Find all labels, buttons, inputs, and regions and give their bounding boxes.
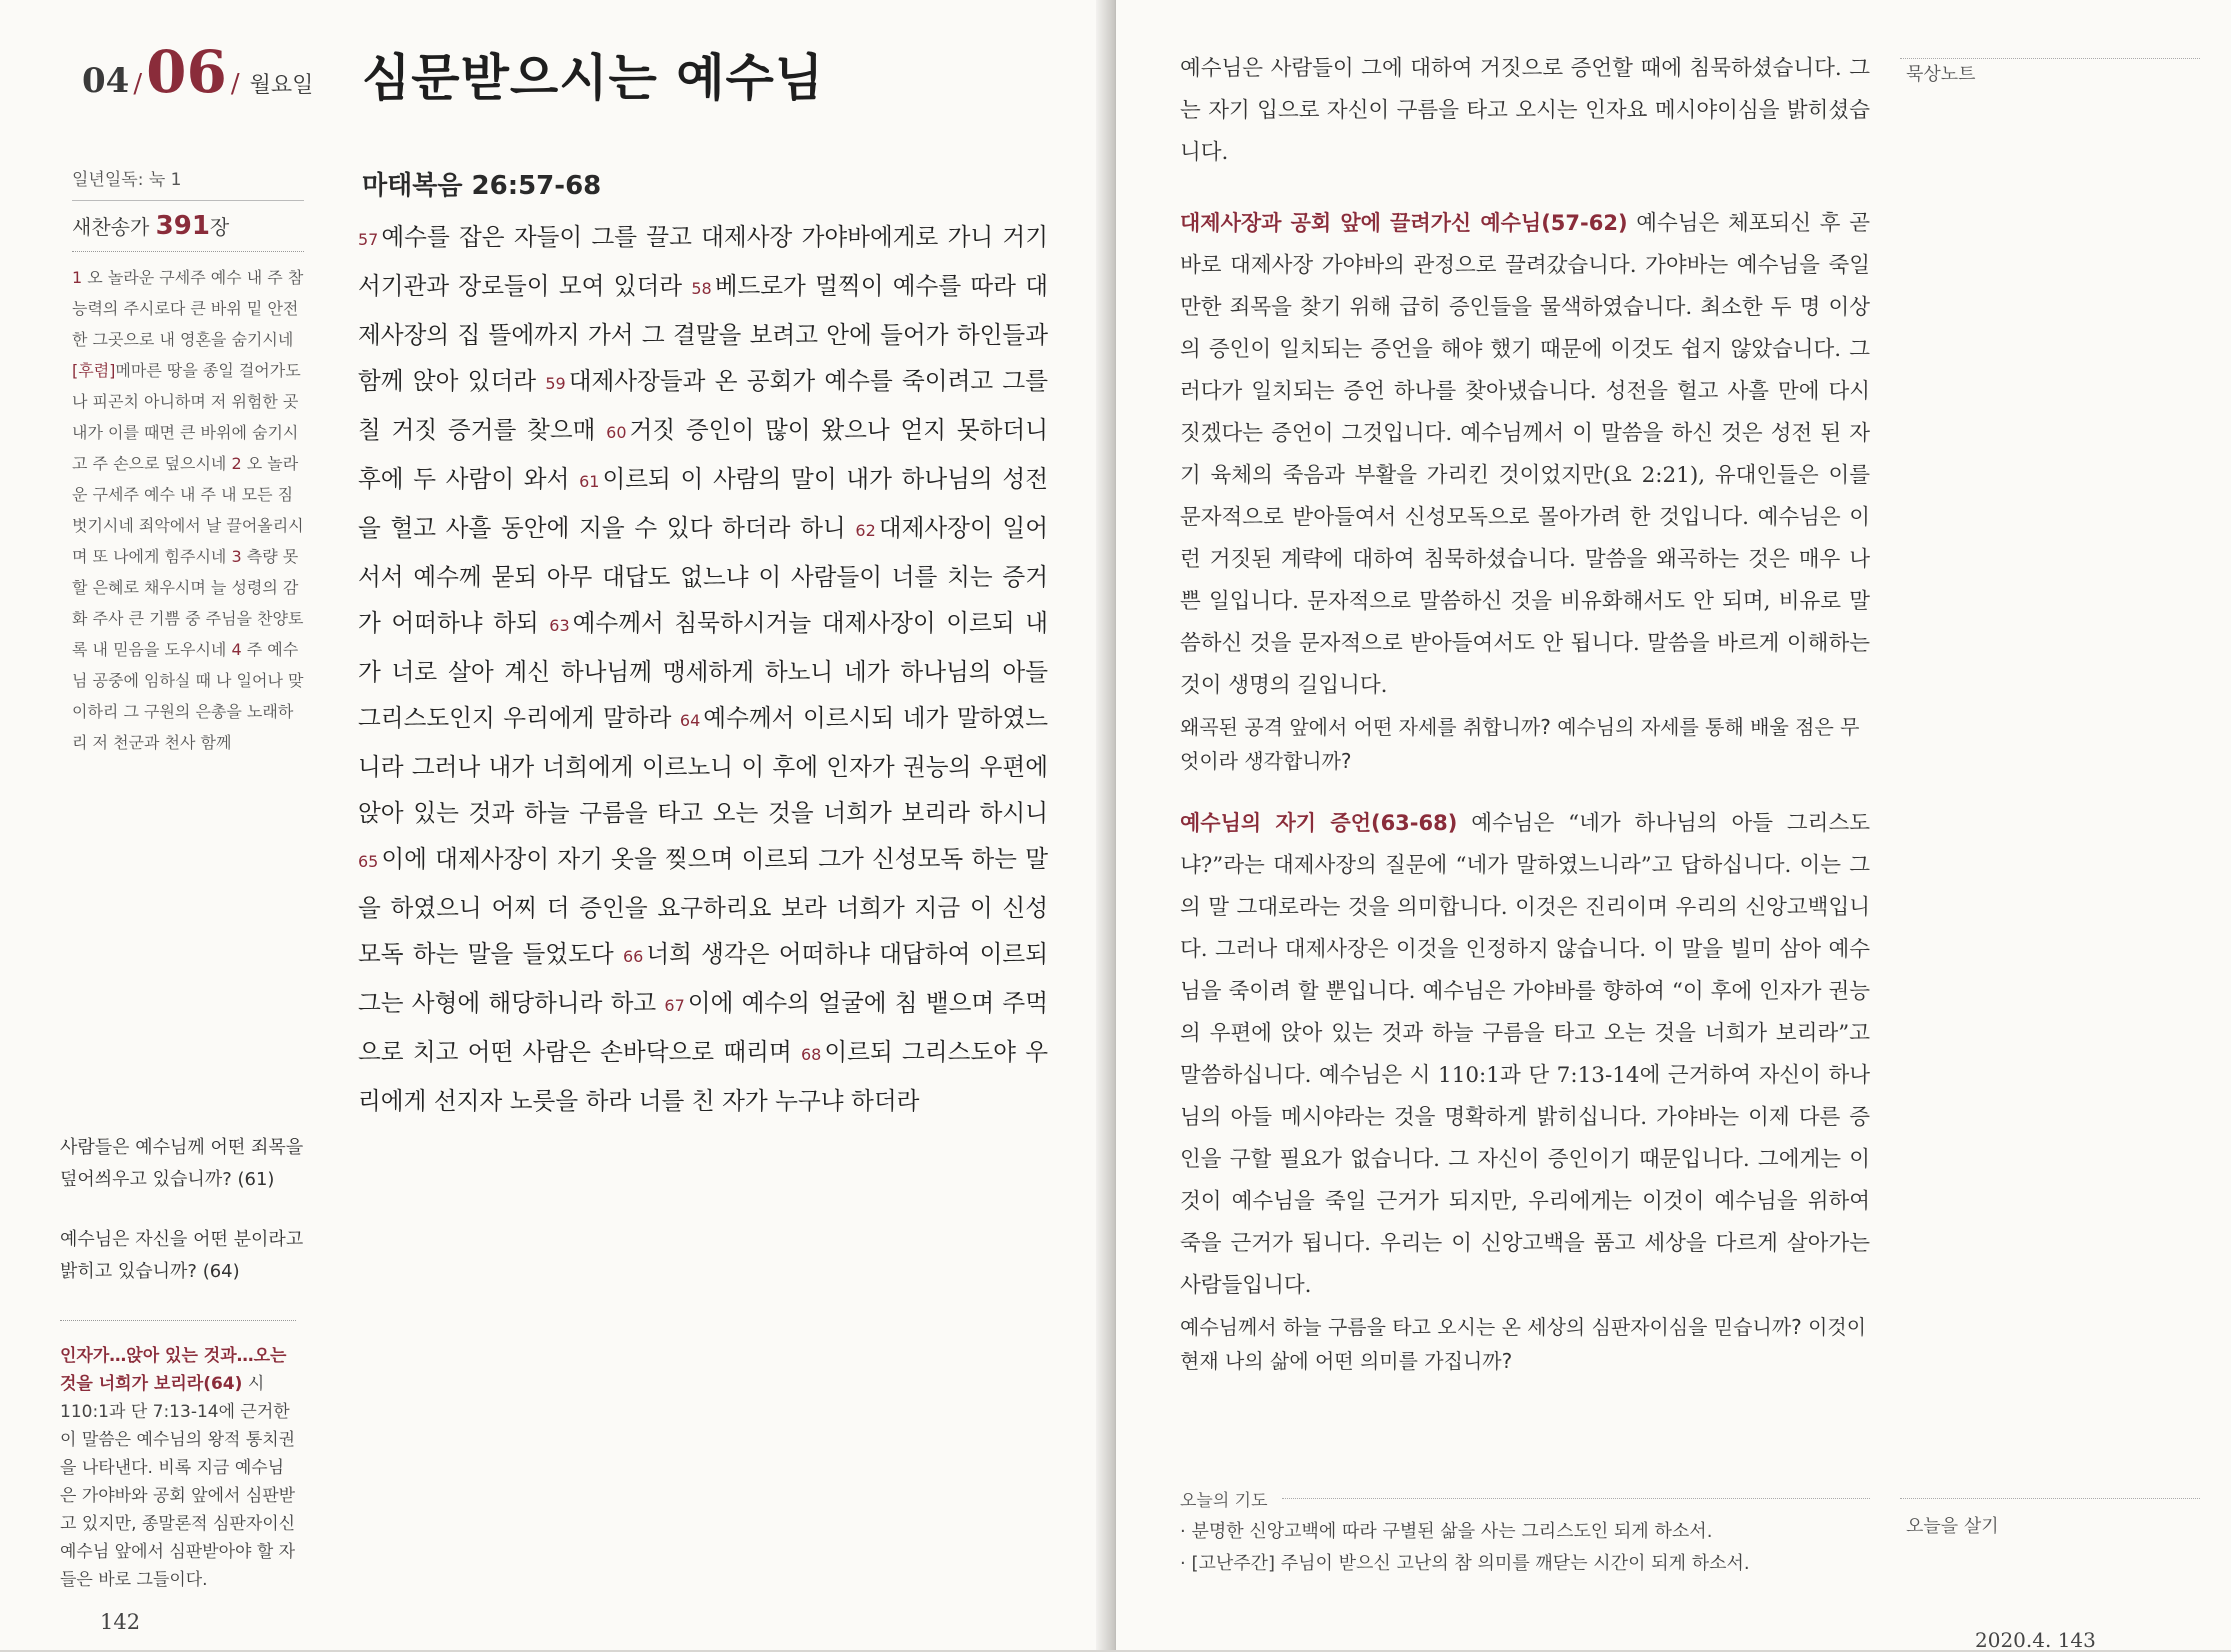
verse-text: 이에 대제사장이 자기 옷을 찢으며 이르되 그가 신성모독 하는 말을 하였으니 어찌 더 증인을 요구하리요 보라 너희가 지금 이 신성모독 하는 말을 들었도다 <box>358 845 1048 968</box>
verse-text: 너희 생각은 어떠하냐 대답하여 이르되 그는 사형에 해당하니라 하고 <box>358 940 1048 1017</box>
verse-number: 67 <box>664 996 685 1015</box>
scripture-reference: 마태복음 26:57-68 <box>362 171 602 201</box>
verse-text: 대제사장들과 온 공회가 예수를 죽이려고 그를 칠 거짓 증거를 찾으매 <box>358 367 1049 444</box>
side-note <box>60 1342 300 1594</box>
hymn-title <box>72 211 304 241</box>
side-note-text: 시 110:1과 단 7:13-14에 근거한 이 말씀은 예수님의 왕적 통치권을 나타낸다. 비록 지금 예수님은 가야바와 공회 앞에서 심판받고 있지만, 종말론적 심판자이신 예수님 앞에서 심판받아야 할 자들은 바로 그들이다. <box>60 1374 296 1590</box>
verse-number: 66 <box>622 947 644 966</box>
hymn-lyrics <box>72 262 304 758</box>
page-number: 2020.4. 143 <box>1975 1628 2096 1652</box>
divider <box>1900 1498 2200 1499</box>
side-question: 예수님은 자신을 어떤 분이라고 밝히고 있습니까? (64) <box>60 1229 304 1282</box>
daily-reading: 일년일독: 눅 1 <box>72 170 182 190</box>
divider <box>60 1320 296 1321</box>
hymn-verse-num: 2 <box>231 454 242 473</box>
verse-number: 58 <box>691 279 712 298</box>
prayer-item: · [고난주간] 주님이 받으신 고난의 참 의미를 깨닫는 시간이 되게 하소서. <box>1180 1548 1880 1580</box>
verse-text: 예수께서 침묵하시거늘 대제사장이 이르되 내가 너로 살아 계신 하나님께 맹세하게 하노니 네가 하나님의 아들 그리스도인지 우리에게 말하라 <box>358 609 1048 732</box>
verse-text: 대제사장이 일어서서 예수께 묻되 아무 대답도 없느냐 이 사람들이 너를 치는 증거가 어떠하냐 하되 <box>358 514 1049 637</box>
section-text: 예수님은 “네가 하나님의 아들 그리스도냐?”라는 대제사장의 질문에 “네가 말하였느니라”고 답하십니다. 이는 그의 말 그대로라는 것을 의미합니다. 이것은 진리이며 우리의 신앙고백입니다. 그러나 대제사장은 이것을 인정하지 않습니다. 이 말을 빌미 삼아 예수님을 죽이려 할 뿐입니다. 예수님은 가야바를 향하여 “이 후에 인자가 권능의 우편에 앉아 있는 것과 하늘 구름을 타고 오는 것을 너희가 보리라”고 말씀하십니다. 예수님은 시 110:1과 단 7:13-14에 근거하여 자신이 하나님의 아들 메시야라는 것을 명확하게 밝히십니다. 가야바는 이제 다른 증인을 구할 필요가 없습니다. 그 자신이 증인이기 때문입니다. 그에게는 이것이 예수님을 죽일 근거가 되지만, 우리에게는 이것이 예수님을 위하여 죽을 근거가 됩니다. 우리는 이 신앙고백을 품고 세상을 다르게 살아가는 사람들입니다. <box>1180 811 1870 1298</box>
verse-text: 이르되 이 사람의 말이 내가 하나님의 성전을 헐고 사흘 동안에 지을 수 있다 하더라 하니 <box>358 465 1048 542</box>
verse-number: 59 <box>545 374 566 393</box>
commentary-section-2 <box>1180 802 1870 1307</box>
date-slash: / <box>133 69 143 99</box>
sidebar-reading <box>72 165 304 758</box>
verse-text: 베드로가 멀찍이 예수를 따라 대제사장의 집 뜰에까지 가서 그 결말을 보려고 안에 들어가 하인들과 함께 앉아 있더라 <box>358 272 1048 395</box>
hymn-number: 391 <box>155 211 210 241</box>
divider <box>72 251 304 252</box>
section-text: 예수님은 체포되신 후 곧바로 대제사장 가야바의 관정으로 끌려갔습니다. 가야바는 예수님을 죽일만한 죄목을 찾기 위해 급히 증인들을 물색하였습니다. 최소한 두 명 이상의 증인이 일치되는 증언을 해야 했기 때문에 이것도 쉽지 않았습니다. 그러다가 일치되는 증언 하나를 찾아냈습니다. 성전을 헐고 사흘 만에 다시 짓겠다는 증언이 그것입니다. 예수님께서 이 말씀을 하신 것은 성전 된 자기 육체의 죽음과 부활을 가리킨 것이었지만(요 2:21), 유대인들은 이를 문자적으로 받아들여서 신성모독으로 몰아가려 한 것입니다. 예수님은 이런 거짓된 계략에 대하여 침묵하셨습니다. 말씀을 왜곡하는 것은 매우 나쁜 일입니다. 문자적으로 말씀하신 것을 비유화해서도 안 되며, 비유로 말씀하신 것을 문자적으로 받아들여서도 안 됩니다. 말씀을 바르게 이해하는 것이 생명의 길입니다. <box>1180 211 1870 698</box>
reflection-question: 왜곡된 공격 앞에서 어떤 자세를 취합니까? 예수님의 자세를 통해 배울 점은 무엇이라 생각합니까? <box>1180 715 1860 773</box>
date-month: 04 <box>82 61 130 101</box>
hymn-verse-text: 주 예수님 공중에 임하실 때 나 일어나 맞이하리 그 구원의 은총을 노래하리 저 천군과 천사 함께 <box>72 640 304 752</box>
hymn-verse-num: [후렴] <box>72 361 116 380</box>
reflection-question: 예수님께서 하늘 구름을 타고 오시는 온 세상의 심판자이심을 믿습니까? 이것이 현재 나의 삶에 어떤 의미를 가집니까? <box>1180 1315 1867 1373</box>
verse-number: 61 <box>579 472 600 491</box>
verse-number: 57 <box>358 230 379 249</box>
left-page <box>0 0 1110 1650</box>
hymn-verse-text: 오 놀라운 구세주 예수 내 주 내 모든 짐 벗기시네 죄악에서 날 끌어올리시며 또 나에게 힘주시네 <box>72 454 304 566</box>
intro-paragraph: 예수님은 사람들이 그에 대하여 거짓으로 증언할 때에 침묵하셨습니다. 그는 자기 입으로 자신이 구름을 타고 오시는 인자요 메시야이심을 밝히셨습니다. <box>1180 56 1870 165</box>
commentary-section-1 <box>1180 202 1870 707</box>
section-heading: 대제사장과 공회 앞에 끌려가신 예수님(57-62) <box>1180 211 1628 235</box>
page-title: 심문받으시는 예수님 <box>362 49 825 107</box>
verse-text: 예수를 잡은 자들이 그를 끌고 대제사장 가야바에게로 가니 거기 서기관과 장로들이 모여 있더라 <box>358 223 1048 300</box>
hymn-verse-num: 4 <box>231 640 242 659</box>
date-header <box>82 38 313 106</box>
hymn-verse-text: 오 놀라운 구세주 예수 내 주 참 능력의 주시로다 큰 바위 밑 안전한 그곳으로 내 영혼을 숨기시네 <box>72 268 304 349</box>
verse-number: 65 <box>358 852 379 871</box>
hymn-suffix: 장 <box>209 215 230 239</box>
hymn-verse-text: 측량 못 할 은혜로 채우시며 늘 성령의 감화 주사 큰 기쁨 중 주님을 찬양토록 내 믿음을 도우시네 <box>72 547 304 659</box>
verse-number: 68 <box>801 1045 822 1064</box>
verse-text: 이에 예수의 얼굴에 침 뱉으며 주먹으로 치고 어떤 사람은 손바닥으로 때리며 <box>358 989 1048 1066</box>
date-day: 06 <box>146 38 227 106</box>
hymn-verse-text: 메마른 땅을 종일 걸어가도 나 피곤치 아니하며 저 위험한 곳 내가 이를 때면 큰 바위에 숨기시고 주 손으로 덮으시네 <box>72 361 301 473</box>
verse-text: 예수께서 이르시되 네가 말하였느니라 그러나 내가 너희에게 이르노니 이 후에 인자가 권능의 우편에 앉아 있는 것과 하늘 구름을 타고 오는 것을 너희가 보리라 하시니 <box>358 704 1048 827</box>
prayer-list <box>1180 1516 1880 1580</box>
prayer-header <box>1180 1486 1870 1511</box>
page-number: 142 <box>100 1610 141 1634</box>
prayer-label: 오늘의 기도 <box>1180 1491 1268 1511</box>
date-weekday: 월요일 <box>249 73 314 98</box>
date-slash: / <box>230 69 240 99</box>
verse-text: 이르되 그리스도야 우리에게 선지자 노릇을 하라 너를 친 자가 누구냐 하더라 <box>358 1038 1048 1115</box>
hymn-prefix: 새찬송가 <box>72 215 150 239</box>
meditation-note-label: 묵상노트 <box>1906 64 1976 85</box>
verse-number: 64 <box>679 711 701 730</box>
section-heading: 예수님의 자기 증언(63-68) <box>1180 811 1458 835</box>
hymn-verse-num: 3 <box>231 547 242 566</box>
side-question: 사람들은 예수님께 어떤 죄목을 덮어씌우고 있습니까? (61) <box>60 1137 304 1190</box>
hymn-verse-num: 1 <box>72 268 83 287</box>
verse-number: 60 <box>606 423 627 442</box>
scripture-text <box>358 214 1048 1124</box>
divider <box>1282 1498 1870 1499</box>
verse-number: 63 <box>549 616 570 635</box>
side-note-heading: 인자가…앉아 있는 것과…오는 것을 너희가 보리라(64) <box>60 1346 287 1394</box>
verse-number: 62 <box>855 521 876 540</box>
live-today-label: 오늘을 살기 <box>1906 1516 1999 1537</box>
divider <box>1900 58 2200 59</box>
divider <box>72 200 304 201</box>
prayer-item: · 분명한 신앙고백에 따라 구별된 삶을 사는 그리스도인 되게 하소서. <box>1180 1516 1880 1548</box>
verse-text: 거짓 증인이 많이 왔으나 얻지 못하더니 후에 두 사람이 와서 <box>358 416 1048 493</box>
